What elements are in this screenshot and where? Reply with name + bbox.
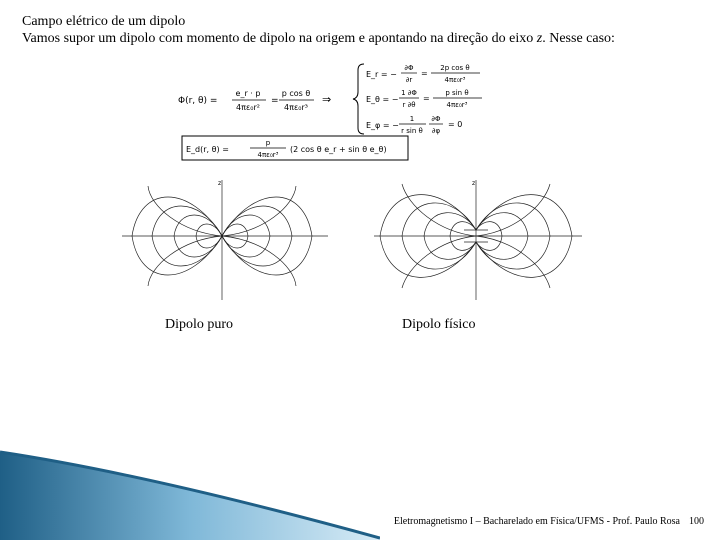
- footer-text: Eletromagnetismo I – Bacharelado em Física/UFMS - Prof. Paulo Rosa: [393, 516, 680, 527]
- brace: [353, 64, 364, 134]
- equals-sign: =: [421, 69, 428, 78]
- equipotential-curve: [476, 236, 550, 288]
- slide-title: Campo elétrico de um dipolo: [22, 14, 186, 29]
- field-lines: [122, 180, 328, 300]
- equipotential-curve: [402, 236, 476, 288]
- equipotential-curve: [402, 184, 476, 236]
- equals-sign: =: [423, 94, 430, 103]
- equations-figure: [178, 60, 508, 162]
- equipotential-curve: [148, 236, 222, 286]
- boxed-rhs: (2 cos θ e_r + sin θ e_θ): [290, 145, 387, 154]
- implies-arrow: ⇒: [322, 93, 332, 106]
- z-axis-label: z: [472, 180, 476, 187]
- slide-subtitle: [22, 31, 615, 47]
- left-figure-caption: Dipolo puro: [165, 317, 234, 332]
- ephi-mid-den: r sin θ: [401, 127, 423, 135]
- etheta-rhs-num: p sin θ: [445, 89, 469, 97]
- z-axis-label: z: [218, 180, 222, 187]
- physical-dipole-field-plot: [372, 176, 584, 302]
- swoosh-fill: [0, 452, 380, 540]
- etheta-mid-den: r ∂θ: [402, 101, 416, 109]
- equipotential-curve: [222, 236, 296, 286]
- page-number: 100: [689, 516, 704, 527]
- boxed-num: p: [265, 139, 271, 147]
- potential-lhs: Φ(r, θ) =: [178, 96, 218, 106]
- subtitle-axis: z: [536, 31, 543, 46]
- boxed-lhs: E_d(r, θ) =: [186, 145, 229, 154]
- decorative-swoosh: [0, 450, 380, 540]
- field-lines: [374, 180, 582, 300]
- equipotential-curve: [148, 186, 222, 236]
- etheta-lhs: E_θ = −: [366, 95, 399, 104]
- boxed-den: 4πε₀r³: [257, 151, 279, 159]
- er-rhs-num: 2p cos θ: [440, 64, 470, 72]
- ephi-rhs: = 0: [448, 120, 463, 129]
- ephi-frac-num: ∂Φ: [431, 115, 441, 123]
- etheta-mid-num: 1 ∂Φ: [401, 89, 417, 97]
- etheta-rhs-den: 4πε₀r³: [446, 101, 468, 109]
- equipotential-curve: [222, 186, 296, 236]
- ephi-lhs: E_φ = −: [366, 121, 399, 130]
- potential-mid-den: 4πε₀r²: [236, 103, 260, 112]
- subtitle-text: Vamos supor um dipolo com momento de dipolo na origem e apontando na direção do eixo: [22, 31, 537, 46]
- potential-rhs-den: 4πε₀r³: [284, 103, 308, 112]
- equals-sign: =: [271, 96, 279, 106]
- ephi-mid-num: 1: [409, 115, 415, 123]
- er-lhs: E_r = −: [366, 70, 397, 79]
- potential-rhs-num: p cos θ: [281, 89, 311, 98]
- ephi-frac-den: ∂φ: [431, 127, 441, 135]
- right-figure-caption: Dipolo físico: [402, 317, 476, 332]
- er-mid-num: ∂Φ: [404, 64, 414, 72]
- er-mid-den: ∂r: [405, 76, 413, 84]
- er-rhs-den: 4πε₀r³: [444, 76, 466, 84]
- potential-mid-num: e_r · p: [235, 89, 261, 98]
- pure-dipole-field-plot: [120, 176, 330, 302]
- subtitle-end: . Nesse caso:: [542, 31, 615, 46]
- equipotential-curve: [476, 184, 550, 236]
